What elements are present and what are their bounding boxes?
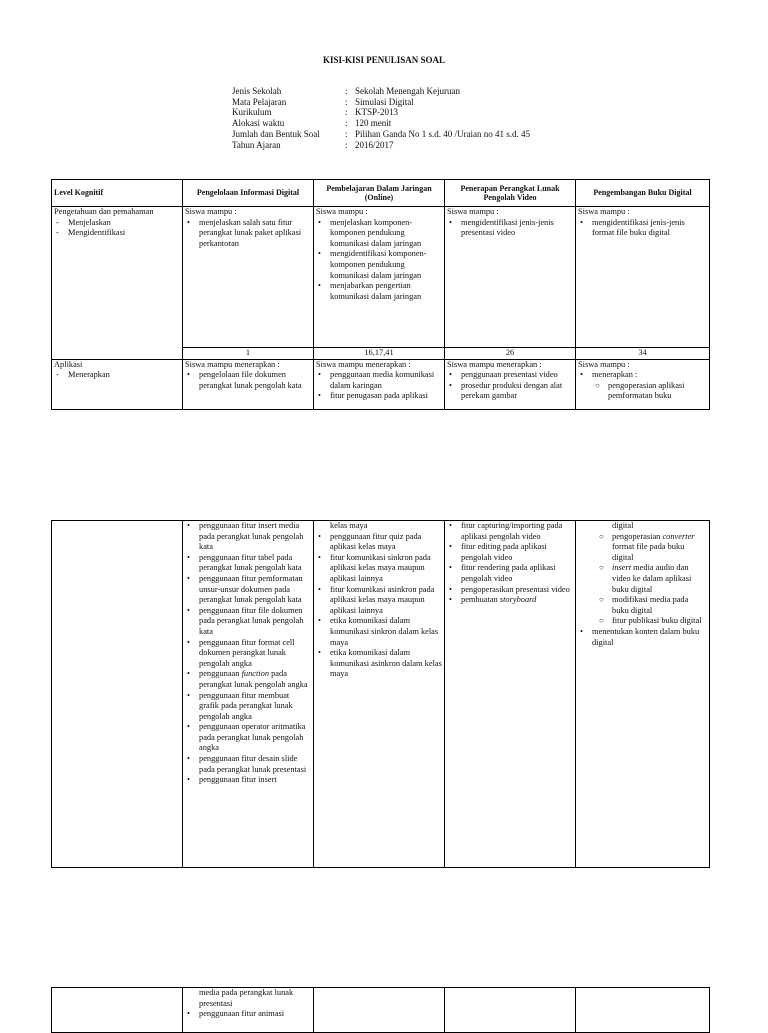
table-cell bbox=[183, 207, 314, 348]
list-item: • menjelaskan salah satu fitur perangkat lunak paket aplikasi perkantoran bbox=[199, 218, 311, 250]
list-item: • mengidentifikasi komponen-komponen pendukung komunikasi dalam jaringan bbox=[330, 249, 442, 281]
circle-list bbox=[592, 381, 707, 402]
info-row bbox=[232, 86, 530, 97]
list-item: ○ modifikasi media pada buku digital bbox=[612, 595, 707, 616]
table-row bbox=[52, 521, 710, 868]
text-emphasis: storyboard bbox=[499, 595, 537, 605]
list-item: • penggunaan fitur animasi bbox=[199, 1009, 311, 1020]
circle-list bbox=[578, 532, 707, 627]
info-value: Sekolah Menengah Kejuruan bbox=[355, 86, 460, 96]
info-key: Alokasi waktu bbox=[232, 118, 285, 129]
list-item: • menjabarkan pengertian komunikasi dalam jaringan bbox=[330, 281, 442, 302]
list-item: - Menjelaskan bbox=[68, 218, 180, 229]
table-cell bbox=[576, 988, 710, 1033]
text-part: pada perangkat lunak pengolah angka bbox=[199, 669, 308, 689]
level-list bbox=[54, 218, 180, 239]
info-value: Simulasi Digital bbox=[355, 96, 414, 107]
info-colon: : bbox=[345, 96, 348, 107]
list-item: • penggunaan fitur format cell dokumen perangkat lunak pengolah angka bbox=[199, 638, 311, 670]
list-item: • fitur capturing/importing pada aplikasi pengolah video bbox=[461, 521, 573, 542]
cell-heading: Siswa mampu : bbox=[185, 207, 237, 216]
info-row bbox=[232, 118, 530, 129]
info-colon: : bbox=[345, 118, 348, 129]
list-item: • fitur komunikasi sinkron pada aplikasi kelas maya maupun aplikasi lainnya bbox=[330, 553, 442, 585]
bullet-list bbox=[316, 370, 442, 402]
info-key: Mata Pelajaran bbox=[232, 96, 287, 107]
kisi-table-continued bbox=[51, 520, 710, 868]
level-cell bbox=[52, 207, 183, 360]
level-cell bbox=[52, 521, 183, 868]
header-col: Penerapan Perangkat Lunak Pengolah Video bbox=[445, 180, 576, 207]
info-value: Pilihan Ganda No 1 s.d. 40 /Uraian no 41 s.d. 45 bbox=[355, 128, 530, 139]
info-key: Kurikulum bbox=[232, 107, 272, 118]
list-item: • penggunaan fitur quiz pada aplikasi kelas maya bbox=[330, 532, 442, 553]
list-item: • penggunaan fitur insert media pada perangkat lunak pengolah kata bbox=[199, 521, 311, 553]
header-col: Pengelolaan Informasi Digital bbox=[183, 180, 314, 207]
bullet-list bbox=[578, 218, 707, 239]
table-cell bbox=[576, 359, 710, 409]
info-row bbox=[232, 140, 530, 151]
list-item: • menentukan konten dalam buku digital bbox=[592, 627, 707, 648]
table-cell bbox=[576, 521, 710, 868]
list-item: • penggunaan fitur pemformatan unsur-unsur dokumen pada perangkat lunak pengolah kata bbox=[199, 574, 311, 606]
bullet-list bbox=[185, 1009, 311, 1020]
text-part: pembuatan bbox=[461, 595, 500, 605]
bullet-list bbox=[185, 370, 311, 391]
info-key: Tahun Ajaran bbox=[232, 139, 281, 150]
text-emphasis: function bbox=[241, 669, 270, 679]
table-row bbox=[52, 359, 710, 409]
level-cell bbox=[52, 988, 183, 1033]
text-part: format file pada buku digital bbox=[612, 542, 685, 562]
list-item: • penggunaan fitur insert bbox=[199, 775, 311, 786]
question-numbers: 26 bbox=[445, 348, 576, 360]
list-item: • penggunaan fitur file dokumen pada perangkat lunak pengolah kata bbox=[199, 606, 311, 638]
info-key: Jumlah dan Bentuk Soal bbox=[232, 128, 320, 139]
cell-heading: Siswa mampu : bbox=[578, 207, 630, 216]
cell-heading: Siswa mampu : bbox=[578, 359, 630, 369]
header-col: Pembelajaran Dalam Jaringan (Online) bbox=[314, 180, 445, 207]
cell-heading: Siswa mampu : bbox=[316, 207, 368, 216]
list-item: ○ pengoperasian aplikasi pemformatan buku bbox=[608, 381, 707, 402]
kisi-table-continued-2 bbox=[51, 987, 710, 1033]
table-cell bbox=[445, 988, 576, 1033]
info-colon: : bbox=[345, 86, 348, 96]
list-item: • penggunaan operator aritmatika pada perangkat lunak pengolah angka bbox=[199, 722, 311, 754]
list-item: • etika komunikasi dalam komunikasi asinkron dalam kelas maya bbox=[330, 648, 442, 680]
list-item: • pengoperasikan presentasi video bbox=[461, 585, 573, 596]
document-title: KISI-KISI PENULISAN SOAL bbox=[322, 55, 446, 65]
level-label: Aplikasi bbox=[54, 359, 83, 369]
info-row bbox=[232, 97, 530, 108]
bullet-list bbox=[447, 370, 573, 402]
table-cell bbox=[445, 207, 576, 348]
info-key: Jenis Sekolah bbox=[232, 86, 282, 96]
list-item: • prosedur produksi dengan alat perekam gambar bbox=[461, 381, 573, 402]
list-item bbox=[592, 370, 707, 402]
list-item-text: menerapkan : bbox=[592, 370, 638, 380]
text-emphasis: converter bbox=[662, 531, 695, 541]
list-item: • mengidentifikasi jenis-jenis format file buku digital bbox=[592, 218, 707, 239]
header-level: Level Kognitif bbox=[52, 180, 183, 207]
text-part: media audio dan video ke dalam aplikasi buku digital bbox=[612, 563, 692, 594]
list-item: • menjelaskan komponen-komponen pendukung komunikasi dalam jaringan bbox=[330, 218, 442, 250]
kisi-table bbox=[51, 179, 710, 410]
bullet-list bbox=[447, 521, 573, 606]
table-header-row bbox=[52, 180, 710, 207]
list-item: • fitur editing pada aplikasi pengolah video bbox=[461, 542, 573, 563]
list-item: • penggunaan media komunikasi dalam karingan bbox=[330, 370, 442, 391]
list-item: • penggunaan fitur membuat grafik pada perangkat lunak pengolah angka bbox=[199, 691, 311, 723]
cell-heading: Siswa mampu menerapkan : bbox=[185, 359, 280, 369]
level-label: Pengetahuan dan pemahaman bbox=[54, 207, 154, 216]
bullet-list bbox=[316, 532, 442, 680]
continued-text: digital bbox=[612, 521, 634, 530]
question-numbers: 1 bbox=[183, 348, 314, 360]
table-cell bbox=[314, 359, 445, 409]
info-colon: : bbox=[345, 107, 348, 118]
bullet-list bbox=[447, 218, 573, 239]
info-colon: : bbox=[345, 139, 348, 150]
list-item bbox=[612, 532, 707, 564]
level-cell bbox=[52, 359, 183, 409]
text-part: pengoperasian bbox=[612, 531, 663, 541]
bullet-list bbox=[185, 218, 311, 250]
cell-heading: Siswa mampu : bbox=[447, 207, 499, 216]
text-emphasis: insert bbox=[612, 563, 632, 573]
info-value: KTSP-2013 bbox=[355, 107, 399, 118]
list-item: • etika komunikasi dalam komunikasi sinkron dalam kelas maya bbox=[330, 616, 442, 648]
list-item: - Mengidentifikasi bbox=[68, 228, 180, 239]
table-cell bbox=[445, 521, 576, 868]
list-item: • penggunaan fitur desain slide pada perangkat lunak presentasi bbox=[199, 754, 311, 775]
document-info bbox=[232, 86, 530, 150]
list-item: • fitur komunikasi asinkron pada aplikasi kelas maya maupun aplikasi lainnya bbox=[330, 585, 442, 617]
table-cell bbox=[314, 988, 445, 1033]
list-item: - Menerapkan bbox=[68, 370, 180, 381]
cell-heading: Siswa mampu menerapkan : bbox=[447, 359, 542, 369]
bullet-list bbox=[578, 370, 707, 402]
list-item bbox=[461, 595, 573, 606]
list-item: • fitur penugasan pada aplikasi bbox=[330, 391, 442, 402]
info-value: 120 menit bbox=[355, 118, 392, 129]
table-cell bbox=[576, 207, 710, 348]
list-item: ○ fitur publikasi buku digital bbox=[612, 616, 707, 627]
list-item: • pengelolaan file dokumen perangkat lunak pengolah kata bbox=[199, 370, 311, 391]
table-row bbox=[52, 988, 710, 1033]
table-cell bbox=[314, 521, 445, 868]
list-item: • penggunaan presentasi video bbox=[461, 370, 573, 381]
continued-text: kelas maya bbox=[330, 521, 368, 530]
info-colon: : bbox=[345, 128, 348, 139]
table-row bbox=[52, 207, 710, 348]
bullet-list bbox=[578, 627, 707, 648]
list-item: • fitur rendering pada aplikasi pengolah video bbox=[461, 563, 573, 584]
info-row bbox=[232, 129, 530, 140]
question-numbers: 34 bbox=[576, 348, 710, 360]
cell-heading: Siswa mampu menerapkan : bbox=[316, 359, 411, 369]
table-cell bbox=[183, 521, 314, 868]
list-item bbox=[199, 669, 311, 690]
level-list bbox=[54, 370, 180, 381]
info-row bbox=[232, 107, 530, 118]
table-cell bbox=[445, 359, 576, 409]
list-item: • penggunaan fitur tabel pada perangkat lunak pengolah kata bbox=[199, 553, 311, 574]
text-part: penggunaan bbox=[199, 669, 242, 679]
list-item: • mengidentifikasi jenis-jenis presentasi video bbox=[461, 218, 573, 239]
list-item bbox=[612, 563, 707, 595]
bullet-list bbox=[185, 521, 311, 786]
header-col: Pengembangan Buku Digital bbox=[576, 180, 710, 207]
info-value: 2016/2017 bbox=[355, 139, 394, 150]
table-cell bbox=[183, 988, 314, 1033]
bullet-list bbox=[316, 218, 442, 303]
continued-text: media pada perangkat lunak presentasi bbox=[199, 988, 294, 1008]
question-numbers: 16,17,41 bbox=[314, 348, 445, 360]
table-cell bbox=[183, 359, 314, 409]
table-cell bbox=[314, 207, 445, 348]
